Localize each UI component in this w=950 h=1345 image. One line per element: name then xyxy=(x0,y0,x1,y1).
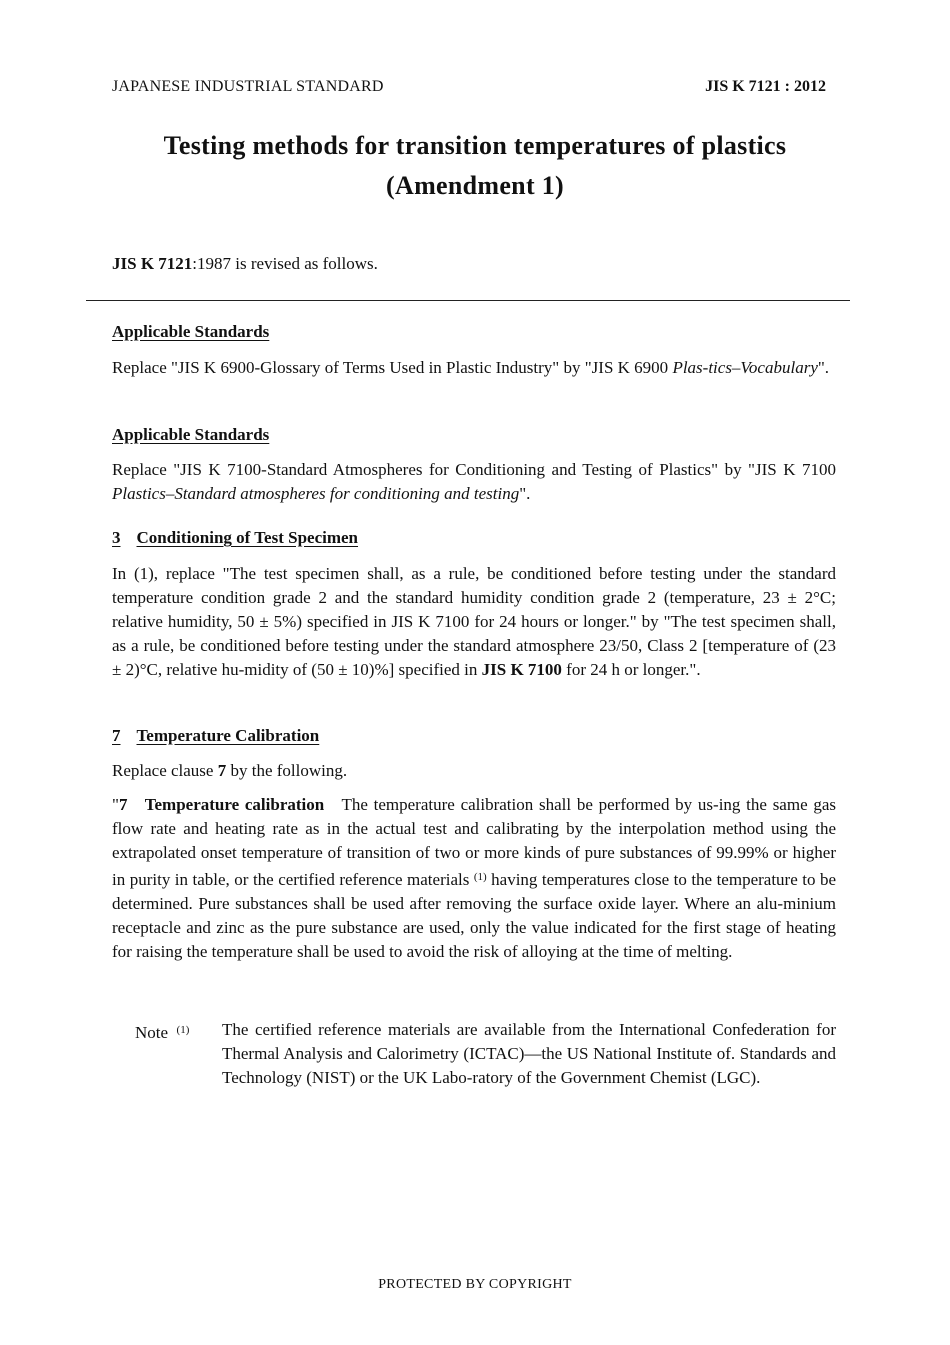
inline-clause-heading: Temperature calibration xyxy=(144,795,325,814)
section-heading-conditioning xyxy=(112,528,358,548)
inline-clause-number: 7 xyxy=(118,795,128,814)
section-heading-temperature-calibration xyxy=(112,726,319,746)
section-1-text-b: ". xyxy=(817,358,830,377)
quote-open: " xyxy=(112,795,119,814)
section-3-bold-code: JIS K 7100 xyxy=(481,660,562,679)
section-7-title: Temperature Calibration xyxy=(136,726,320,745)
title-line-2: (Amendment 1) xyxy=(386,171,564,200)
section-3-number: 3 xyxy=(112,528,121,547)
section-2-text-a: Replace "JIS K 7100-Standard Atmospheres for Conditioning and Testing of Plastics" by "JIS K 7100 xyxy=(112,460,836,479)
section-3-title: Conditioning of Test Specimen xyxy=(136,528,359,547)
replace-text-a: Replace clause xyxy=(112,761,218,780)
revision-statement-text: :1987 is revised as follows. xyxy=(192,254,378,273)
section-2-italic-title: Plastics–Standard atmospheres for conditioning and testing xyxy=(112,484,520,503)
section-7-replace-instruction xyxy=(112,759,836,783)
section-heading-applicable-standards-2: Applicable Standards xyxy=(112,425,270,444)
section-body-applicable-standards-1 xyxy=(112,356,836,380)
section-1-text-a: Replace "JIS K 6900-Glossary of Terms Used in Plastic Industry" by "JIS K 6900 xyxy=(112,358,673,377)
calibration-text-a: The temperature calibration shall be performed by us-ing the same gas flow rate and heating rate as in the actual test and calibrating by the interpolation method using the extrapolated onset temperature of transition of two or more kinds of pure substances of 99.99% or higher in purity in table, or the certified reference materials xyxy=(112,795,837,889)
replace-clause-number: 7 xyxy=(217,761,227,780)
section-body-applicable-standards-2 xyxy=(112,458,836,506)
note-label xyxy=(135,1018,189,1045)
section-body-temperature-calibration xyxy=(112,793,836,964)
section-body-conditioning xyxy=(112,562,836,682)
section-3-text-a: In (1), replace "The test specimen shall, as a rule, be conditioned before testing under the standard temperature condition grade 2 and the standard humidity condition grade 2 (temperature, 23 ± 2°C; relative humidity, 50 ± 5%) specified in JIS K 7100 for 24 hours or longer." by "The test specimen shall, as a rule, be conditioned before testing under the standard atmosphere 23/50, Class 2 [temperature of (23 ± 2)°C, relative hu-midity of (50 ± 10)%] specified in xyxy=(112,564,836,679)
section-3-text-b: for 24 h or longer.". xyxy=(561,660,701,679)
note-reference: (1) xyxy=(176,1024,190,1036)
note-label-text: Note xyxy=(135,1023,169,1042)
horizontal-divider xyxy=(86,300,850,301)
standard-type-header: JAPANESE INDUSTRIAL STANDARD xyxy=(112,78,384,95)
calibration-text-b: having temperatures close to the temperature to be determined. Pure substances shall be used after removing the surface oxide layer. Where an alu-minium receptacle and zinc as the pure substance are used, only the value indicated for the first stage of heating for raising the temperature shall be used to avoid the risk of alloying at the time of melting. xyxy=(112,870,836,961)
section-1-italic-title: Plas-tics–Vocabulary xyxy=(672,358,818,377)
standard-number-header: JIS K 7121 : 2012 xyxy=(705,78,826,95)
title-line-1: Testing methods for transition temperatures of plastics xyxy=(163,131,787,160)
document-title xyxy=(80,126,870,206)
note-text: The certified reference materials are available from the International Confederation for Thermal Analysis and Calorimetry (ICTAC)—the US National Institute of. Standards and Technology (NIST) or the UK Labo-ratory of the Government Chemist (LGC). xyxy=(222,1020,836,1087)
copyright-footer: PROTECTED BY COPYRIGHT xyxy=(378,1277,572,1292)
revision-statement xyxy=(112,254,378,274)
footnote-reference: (1) xyxy=(473,871,487,883)
replace-text-b: by the following. xyxy=(226,761,348,780)
section-7-number: 7 xyxy=(112,726,121,745)
section-2-text-b: ". xyxy=(519,484,531,503)
revised-standard-code: JIS K 7121 xyxy=(112,254,193,273)
section-heading-applicable-standards-1: Applicable Standards xyxy=(112,322,270,341)
